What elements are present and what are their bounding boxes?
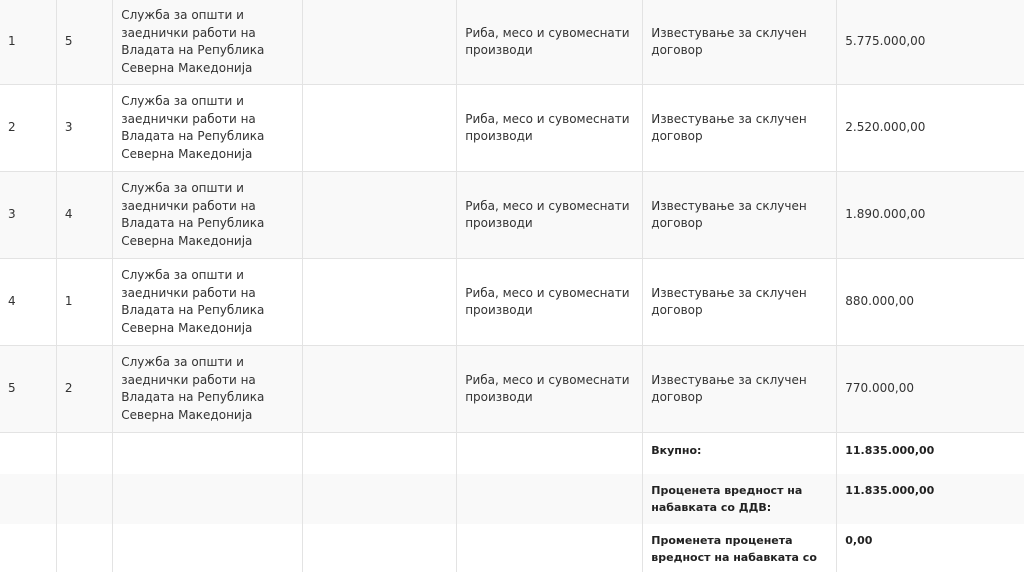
summary-row-estimated xyxy=(0,474,1024,524)
estimated-value-label: Проценета вредност на набавката со ДДВ: xyxy=(643,474,837,524)
changed-value: 0,00 xyxy=(837,524,1024,572)
contract-value: 2.520.000,00 xyxy=(837,85,1024,172)
contract-value: 880.000,00 xyxy=(837,259,1024,346)
empty-cell xyxy=(113,524,302,572)
procurement-subject: Риба, месо и сувомеснати производи xyxy=(457,172,643,259)
total-value: 11.835.000,00 xyxy=(837,433,1024,475)
procurement-subject: Риба, месо и сувомеснати производи xyxy=(457,259,643,346)
empty-cell xyxy=(56,433,112,475)
estimated-value: 11.835.000,00 xyxy=(837,474,1024,524)
summary-row-changed xyxy=(0,524,1024,572)
row-number: 2 xyxy=(56,346,112,433)
contracting-authority: Служба за општи и заеднички работи на Владата на Република Северна Македонија xyxy=(113,0,302,85)
empty-cell xyxy=(0,433,56,475)
empty-cell xyxy=(302,524,457,572)
table-row xyxy=(0,0,1024,85)
row-index: 1 xyxy=(0,0,56,85)
empty-cell xyxy=(302,346,457,433)
empty-cell xyxy=(302,85,457,172)
empty-cell xyxy=(113,433,302,475)
empty-cell xyxy=(302,0,457,85)
table-row xyxy=(0,172,1024,259)
notice-type: Известување за склучен договор xyxy=(643,346,837,433)
contract-value: 5.775.000,00 xyxy=(837,0,1024,85)
row-number: 3 xyxy=(56,85,112,172)
empty-cell xyxy=(457,474,643,524)
contract-value: 1.890.000,00 xyxy=(837,172,1024,259)
row-index: 5 xyxy=(0,346,56,433)
table-row xyxy=(0,259,1024,346)
empty-cell xyxy=(457,524,643,572)
notice-type: Известување за склучен договор xyxy=(643,0,837,85)
notice-type: Известување за склучен договор xyxy=(643,85,837,172)
changed-value-label: Променета проценета вредност на набавката со xyxy=(643,524,837,572)
empty-cell xyxy=(302,474,457,524)
contracting-authority: Служба за општи и заеднички работи на Владата на Република Северна Македонија xyxy=(113,172,302,259)
procurement-subject: Риба, месо и сувомеснати производи xyxy=(457,85,643,172)
empty-cell xyxy=(56,474,112,524)
procurement-subject: Риба, месо и сувомеснати производи xyxy=(457,0,643,85)
table-row xyxy=(0,85,1024,172)
summary-row-total xyxy=(0,433,1024,475)
contracting-authority: Служба за општи и заеднички работи на Владата на Република Северна Македонија xyxy=(113,346,302,433)
empty-cell xyxy=(113,474,302,524)
contract-value: 770.000,00 xyxy=(837,346,1024,433)
table-row xyxy=(0,346,1024,433)
row-number: 4 xyxy=(56,172,112,259)
row-number: 5 xyxy=(56,0,112,85)
row-index: 4 xyxy=(0,259,56,346)
row-index: 2 xyxy=(0,85,56,172)
empty-cell xyxy=(0,524,56,572)
total-label: Вкупно: xyxy=(643,433,837,475)
empty-cell xyxy=(302,259,457,346)
procurement-subject: Риба, месо и сувомеснати производи xyxy=(457,346,643,433)
notice-type: Известување за склучен договор xyxy=(643,172,837,259)
row-index: 3 xyxy=(0,172,56,259)
empty-cell xyxy=(457,433,643,475)
contracting-authority: Служба за општи и заеднички работи на Владата на Република Северна Македонија xyxy=(113,85,302,172)
row-number: 1 xyxy=(56,259,112,346)
empty-cell xyxy=(302,433,457,475)
empty-cell xyxy=(302,172,457,259)
contracting-authority: Служба за општи и заеднички работи на Владата на Република Северна Македонија xyxy=(113,259,302,346)
empty-cell xyxy=(0,474,56,524)
notice-type: Известување за склучен договор xyxy=(643,259,837,346)
empty-cell xyxy=(56,524,112,572)
